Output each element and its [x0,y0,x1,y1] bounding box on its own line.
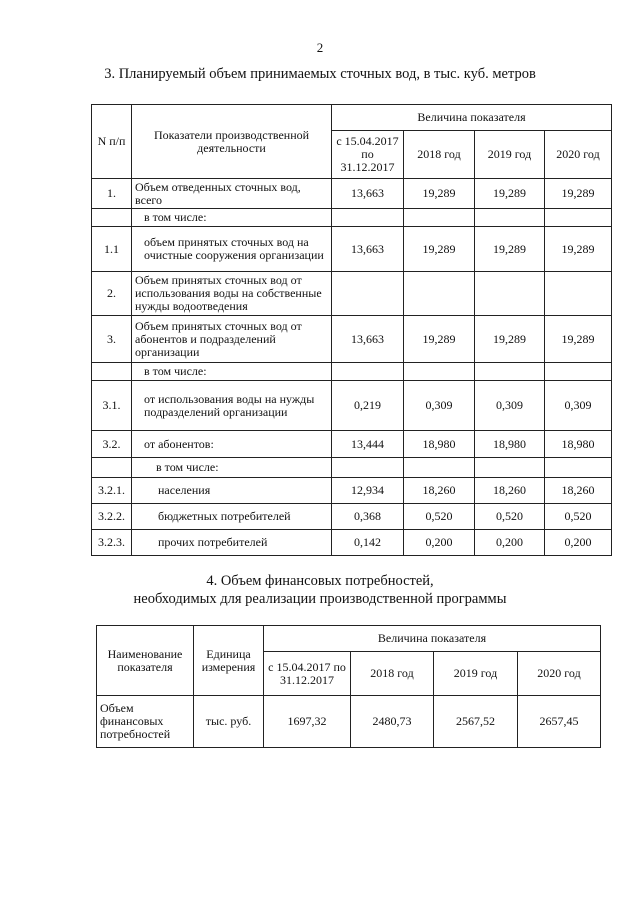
header-period-2019: 2019 год [475,131,545,179]
row-name: Объем принятых сточных вод от абонентов и подразделений организации [132,316,332,363]
table-row [92,316,612,363]
row-value [475,363,545,381]
row-value: 12,934 [332,478,404,504]
row-value: 18,980 [404,431,475,458]
row-value: 19,289 [545,179,612,209]
header-period-2018: 2018 год [404,131,475,179]
row-value: 0,520 [475,504,545,530]
row-value: 19,289 [475,179,545,209]
row-name: Объем принятых сточных вод от использования воды на собственные нужды водоотведения [132,272,332,316]
row-name: Объем отведенных сточных вод, всего [132,179,332,209]
row-value [545,458,612,478]
row-value [475,458,545,478]
row-value: 19,289 [545,316,612,363]
row-value [545,363,612,381]
header-unit: Единица измерения [194,626,264,696]
header-period-2020: 2020 год [545,131,612,179]
section-4-title [0,572,640,608]
row-value: 0,200 [475,530,545,556]
row-value: 13,663 [332,227,404,272]
table-row [92,179,612,209]
header-period-2018: 2018 год [351,652,434,696]
row-value: 13,663 [332,179,404,209]
row-value [332,272,404,316]
row-name: в том числе: [132,363,332,381]
header-name: Наименование показателя [97,626,194,696]
row-value: 19,289 [475,227,545,272]
header-period-2017: с 15.04.2017 по 31.12.2017 [332,131,404,179]
section-4-title-line-2: необходимых для реализации производственной программы [133,591,507,607]
row-name: от абонентов: [132,431,332,458]
header-indicator: Показатели производственной деятельности [132,105,332,179]
row-value: 0,309 [404,381,475,431]
row-num: 1.1 [92,227,132,272]
row-value: 19,289 [475,316,545,363]
row-num: 1. [92,179,132,209]
row-num: 3.2. [92,431,132,458]
row-value: 0,368 [332,504,404,530]
row-num: 3.2.1. [92,478,132,504]
table-row [92,363,612,381]
wastewater-volume-table [91,104,612,556]
row-name: в том числе: [132,458,332,478]
row-num [92,209,132,227]
row-value: 19,289 [404,179,475,209]
table-row [92,478,612,504]
row-value: 0,142 [332,530,404,556]
row-value: 2657,45 [518,696,601,748]
row-value [545,272,612,316]
row-value [332,363,404,381]
row-num [92,363,132,381]
row-unit: тыс. руб. [194,696,264,748]
table-row [92,504,612,530]
row-value [404,363,475,381]
row-value [404,458,475,478]
row-name: населения [132,478,332,504]
row-value: 18,260 [545,478,612,504]
section-3-title: 3. Планируемый объем принимаемых сточных вод, в тыс. куб. метров [104,66,536,82]
row-value: 0,520 [545,504,612,530]
financial-needs-table [96,625,601,748]
row-value [475,272,545,316]
row-num: 3.2.3. [92,530,132,556]
row-value: 0,520 [404,504,475,530]
table-row [92,272,612,316]
page-number: 2 [316,40,324,55]
header-value: Величина показателя [264,626,601,652]
row-value: 18,260 [404,478,475,504]
header-period-2020: 2020 год [518,652,601,696]
header-period-2017: с 15.04.2017 по 31.12.2017 [264,652,351,696]
row-value: 18,260 [475,478,545,504]
table-row [92,227,612,272]
row-name: от использования воды на нужды подразделений организации [132,381,332,431]
table-row [92,458,612,478]
row-value [475,209,545,227]
row-name: бюджетных потребителей [132,504,332,530]
row-value [332,209,404,227]
header-num: N п/п [92,105,132,179]
row-value: 2480,73 [351,696,434,748]
table-row [92,431,612,458]
row-value: 13,663 [332,316,404,363]
row-num [92,458,132,478]
table-row [92,530,612,556]
row-value: 0,219 [332,381,404,431]
row-value: 18,980 [545,431,612,458]
row-name: прочих потребителей [132,530,332,556]
row-value: 0,200 [404,530,475,556]
row-value: 0,309 [545,381,612,431]
row-value: 18,980 [475,431,545,458]
row-num: 3.2.2. [92,504,132,530]
header-period-2019: 2019 год [434,652,518,696]
row-value: 1697,32 [264,696,351,748]
row-value: 0,309 [475,381,545,431]
row-value: 19,289 [404,227,475,272]
table-row [92,381,612,431]
row-value: 19,289 [404,316,475,363]
row-num: 3. [92,316,132,363]
row-value [332,458,404,478]
row-name: в том числе: [132,209,332,227]
section-4-title-line-1: 4. Объем финансовых потребностей, [206,573,434,589]
table-row [92,209,612,227]
row-value [404,209,475,227]
header-value: Величина показателя [332,105,612,131]
row-value: 13,444 [332,431,404,458]
row-num: 2. [92,272,132,316]
row-value: 2567,52 [434,696,518,748]
row-value [404,272,475,316]
row-value [545,209,612,227]
row-value: 19,289 [545,227,612,272]
table-row [97,696,601,748]
row-name: Объем финансовых потребностей [97,696,194,748]
row-num: 3.1. [92,381,132,431]
row-value: 0,200 [545,530,612,556]
row-name: объем принятых сточных вод на очистные сооружения организации [132,227,332,272]
